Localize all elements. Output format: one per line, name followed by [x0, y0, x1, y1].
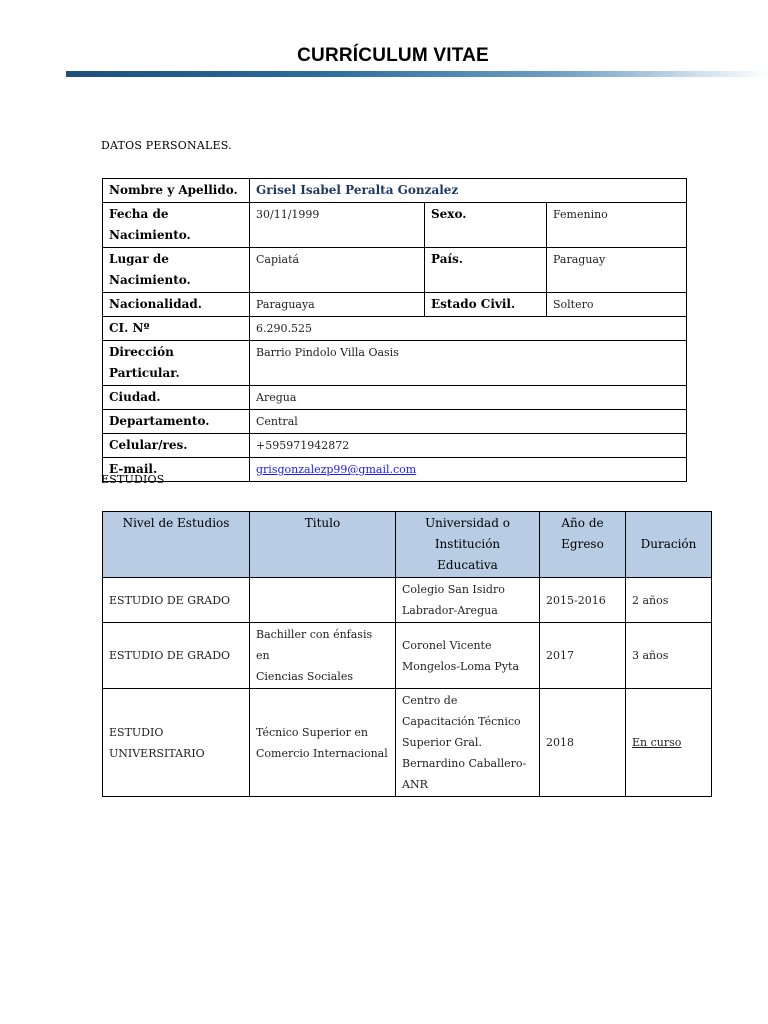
personal-data-table	[102, 178, 687, 482]
label-estado-civil: Estado Civil.	[425, 293, 547, 317]
study-duracion: 2 años	[626, 578, 712, 623]
row-direccion	[103, 341, 687, 386]
value-ciudad: Aregua	[250, 386, 687, 410]
value-pais: Paraguay	[547, 248, 687, 293]
label-ciudad: Ciudad.	[103, 386, 250, 410]
value-departamento: Central	[250, 410, 687, 434]
label-direccion: Dirección Particular.	[103, 341, 250, 386]
email-cell	[250, 458, 687, 482]
study-titulo	[250, 578, 396, 623]
study-anio: 2015-2016	[540, 578, 626, 623]
row-lugar	[103, 248, 687, 293]
study-row	[103, 578, 712, 623]
label-ci: CI. Nº	[103, 317, 250, 341]
row-celular	[103, 434, 687, 458]
value-celular: +595971942872	[250, 434, 687, 458]
study-nivel: ESTUDIO UNIVERSITARIO	[103, 689, 250, 797]
header-universidad: Universidad o Institución Educativa	[396, 512, 540, 578]
row-ci	[103, 317, 687, 341]
label-email: E-mail.	[103, 458, 250, 482]
header-anio: Año de Egreso	[540, 512, 626, 578]
study-institucion: Colegio San Isidro Labrador-Aregua	[396, 578, 540, 623]
value-ci: 6.290.525	[250, 317, 687, 341]
study-titulo: Técnico Superior en Comercio Internacional	[250, 689, 396, 797]
study-institucion: Coronel Vicente Mongelos-Loma Pyta	[396, 623, 540, 689]
row-fecha	[103, 203, 687, 248]
label-fecha: Fecha de Nacimiento.	[103, 203, 250, 248]
value-direccion: Barrio Pindolo Villa Oasis	[250, 341, 687, 386]
row-nombre	[103, 179, 687, 203]
row-departamento	[103, 410, 687, 434]
study-duracion: 3 años	[626, 623, 712, 689]
label-sexo: Sexo.	[425, 203, 547, 248]
value-nombre: Grisel Isabel Peralta Gonzalez	[250, 179, 687, 203]
value-lugar: Capiatá	[250, 248, 425, 293]
study-titulo: Bachiller con énfasis en Ciencias Sociales	[250, 623, 396, 689]
row-email	[103, 458, 687, 482]
value-nacionalidad: Paraguaya	[250, 293, 425, 317]
label-nacionalidad: Nacionalidad.	[103, 293, 250, 317]
label-departamento: Departamento.	[103, 410, 250, 434]
study-duracion: En curso	[626, 689, 712, 797]
studies-header-row	[103, 512, 712, 578]
study-row	[103, 623, 712, 689]
study-anio: 2018	[540, 689, 626, 797]
label-nombre: Nombre y Apellido.	[103, 179, 250, 203]
header-nivel: Nivel de Estudios	[103, 512, 250, 578]
document-title: CURRÍCULUM VITAE	[297, 45, 489, 66]
header-duracion: Duración	[626, 512, 712, 578]
label-pais: País.	[425, 248, 547, 293]
value-estado-civil: Soltero	[547, 293, 687, 317]
value-sexo: Femenino	[547, 203, 687, 248]
value-fecha: 30/11/1999	[250, 203, 425, 248]
email-link[interactable]: grisgonzalezp99@gmail.com	[256, 463, 417, 476]
study-anio: 2017	[540, 623, 626, 689]
row-ciudad	[103, 386, 687, 410]
study-nivel: ESTUDIO DE GRADO	[103, 623, 250, 689]
section-title-studies: ESTUDIOS	[101, 473, 165, 486]
study-institucion: Centro de Capacitación Técnico Superior Gral. Bernardino Caballero- ANR	[396, 689, 540, 797]
row-nacionalidad	[103, 293, 687, 317]
header-titulo: Titulo	[250, 512, 396, 578]
title-rule	[66, 71, 768, 77]
label-celular: Celular/res.	[103, 434, 250, 458]
study-row	[103, 689, 712, 797]
study-nivel: ESTUDIO DE GRADO	[103, 578, 250, 623]
section-title-personal: DATOS PERSONALES.	[101, 139, 232, 152]
label-lugar: Lugar de Nacimiento.	[103, 248, 250, 293]
studies-table	[102, 511, 712, 797]
